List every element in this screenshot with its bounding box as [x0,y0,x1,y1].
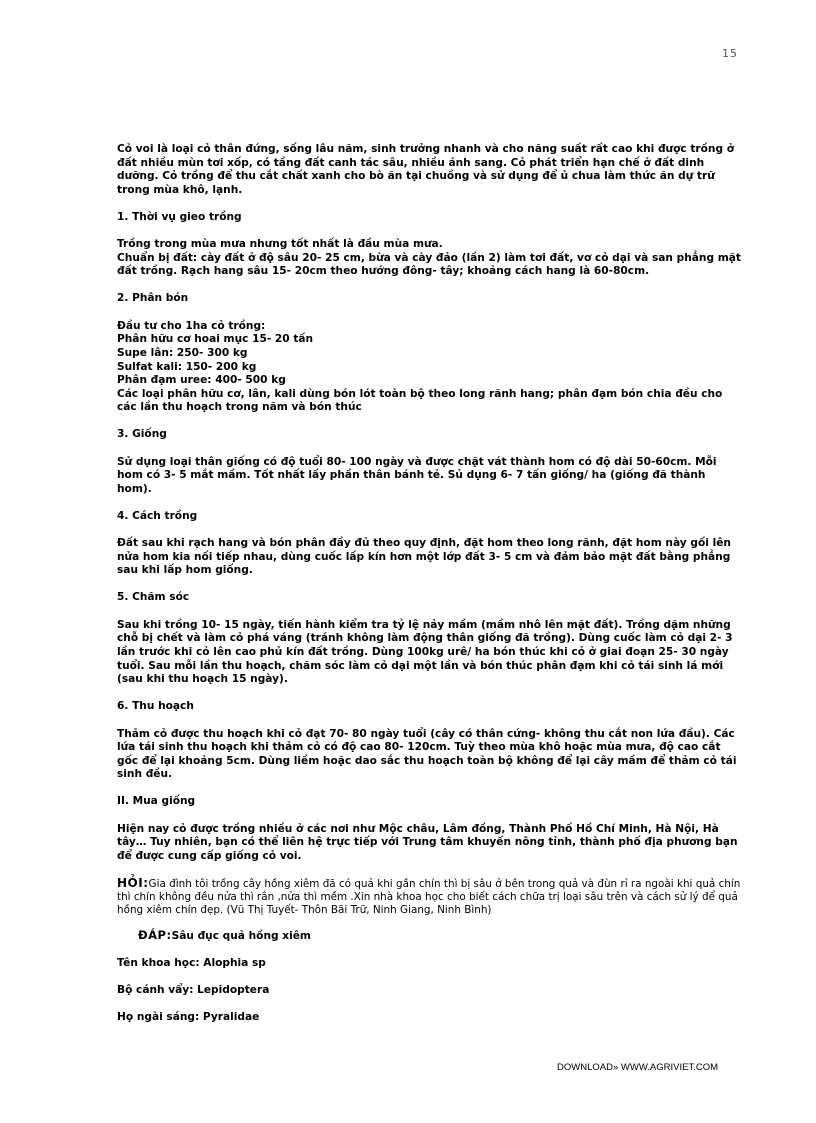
answer-heading [117,929,742,944]
answer-line: Họ ngài sáng: Pyralidae [117,1011,260,1024]
section-heading: 6. Thu hoạch [117,700,194,713]
question-block [117,877,742,918]
article-sections [117,143,742,863]
paragraph-line: Sulfat kali: 150- 200 kg [117,360,257,373]
section-heading: 2. Phân bón [117,292,189,305]
answer-block [117,929,742,1025]
paragraph-line: Phân đạm uree: 400- 500 kg [117,374,286,387]
page-number: 15 [722,47,738,60]
footer-download-link[interactable]: DOWNLOAD» WWW.AGRIVIET.COM [557,1062,718,1073]
body-paragraph: Thảm cỏ được thu hoạch khi cỏ đạt 70- 80 ngày tuổi (cây có thân cứng- không thu cắt non lứa đầu). Các lứa tái sinh thu hoạch khi thảm cỏ có độ cao 80- 120cm. Tuỳ theo mùa khô hoặc mùa mưa, độ cao cắt gốc để lại khoảng 5cm. Dùng liềm hoặc dao sắc thu hoạch toàn bộ không để lại cây mầm để thảm cỏ tái sinh đều. [117,727,737,781]
section-heading: 5. Chăm sóc [117,591,190,604]
body-paragraph [117,238,742,279]
paragraph-line: Các loại phân hữu cơ, lân, kali dùng bón lót toàn bộ theo long rãnh hang; phân đạm bón chia đều cho các lần thu hoạch trong năm và bón thúc [117,387,723,414]
question-text: Gia đình tôi trồng cây hồng xiêm đã có quả khi gần chín thì bị sâu ở bên trong quả và đùn rỉ ra ngoài khi quả chín thì chín không đều nửa thì rắn ,nửa thì mềm .Xin nhà khoa học cho biết cách chữa trị loại sâu trên và cách sử lý để quả hồng xiêm chín đẹp. (Vũ Thị Tuyết- Thôn Bãi Trữ, Ninh Giang, Ninh Bình) [117,877,741,917]
paragraph-line: Supe lân: 250- 300 kg [117,346,248,359]
body-paragraph: Hiện nay cỏ được trồng nhiều ở các nơi như Mộc châu, Lâm đồng, Thành Phố Hồ Chí Minh, Hà Nội, Hà tây… Tuy nhiên, bạn có thể liên hệ trực tiếp với Trung tâm khuyến nông tỉnh, thành phố địa phương bạn để được cung cấp giống cỏ voi. [117,822,738,862]
section-heading: 4. Cách trồng [117,509,198,522]
section-heading: 1. Thời vụ gieo trồng [117,210,242,223]
body-paragraph: Sau khi trồng 10- 15 ngày, tiến hành kiểm tra tỷ lệ nảy mầm (mầm nhô lên mặt đất). Trồng dặm những chỗ bị chết và làm cỏ phá váng (tránh không làm động thân giống đã trồng). Dùng cuốc làm cỏ dại 2- 3 lần trước khi cỏ lên cao phủ kín đất trồng. Dùng 100kg urê/ ha bón thúc khi cỏ ở giai đoạn 25- 30 ngày tuổi. Sau mỗi lần thu hoạch, chăm sóc làm cỏ dại một lần và bón thúc phân đạm khi cỏ tái sinh lá mới (sau khi thu hoạch 15 ngày). [117,618,733,686]
paragraph-line: Phân hữu cơ hoai mục 15- 20 tấn [117,333,314,346]
paragraph-line: Đầu tư cho 1ha cỏ trồng: [117,319,266,332]
answer-title: Sâu đục quả hồng xiêm [171,930,311,943]
body-paragraph [117,320,742,415]
answer-line: Tên khoa học: Alophia sp [117,957,266,970]
body-paragraph: Cỏ voi là loại cỏ thân đứng, sống lâu năm, sinh trưởng nhanh và cho năng suất rất cao khi được trồng ở đất nhiều mùn tơi xốp, có tầng đất canh tác sâu, nhiều ánh sang. Cỏ phát triển hạn chế ở đất dinh dưỡng. Cỏ trồng để thu cắt chất xanh cho bò ăn tại chuồng và sử dụng để ủ chua làm thức ăn dự trữ trong mùa khô, lạnh. [117,143,735,196]
document-body [117,143,742,1038]
body-paragraph: Đất sau khi rạch hang và bón phân đầy đủ theo quy định, đặt hom theo long rãnh, đặt hom này gối lên nửa hom kia nối tiếp nhau, dùng cuốc lấp kín hơn một lớp đất 3- 5 cm và đảm bảo mặt đất bằng phẳng sau khi lấp hom giống. [117,537,731,577]
paragraph-line: Trồng trong mùa mưa nhưng tốt nhất là đầu mùa mưa. [117,238,443,251]
body-paragraph: Sử dụng loại thân giống có độ tuổi 80- 100 ngày và được chặt vát thành hom có độ dài 50-60cm. Mỗi hom có 3- 5 mắt mầm. Tốt nhất lấy phần thân bánh tẻ. Sủ dụng 6- 7 tấn giống/ ha (giống đã thành hom). [117,455,717,495]
question-label: HỎI: [117,875,149,890]
answer-line: Bộ cánh vẩy: Lepidoptera [117,984,270,997]
paragraph-line: Chuẩn bị đất: cày đất ở độ sâu 20- 25 cm, bừa và cày đảo (lần 2) làm tơi đất, vơ cỏ dại và san phẳng mặt đất trồng. Rạch hang sâu 15- 20cm theo hướng đông- tây; khoảng cách hang là 60-80cm. [117,251,741,278]
section-heading: 3. Giống [117,428,167,441]
section-heading: II. Mua giống [117,795,196,808]
answer-label: ĐÁP: [138,928,172,943]
